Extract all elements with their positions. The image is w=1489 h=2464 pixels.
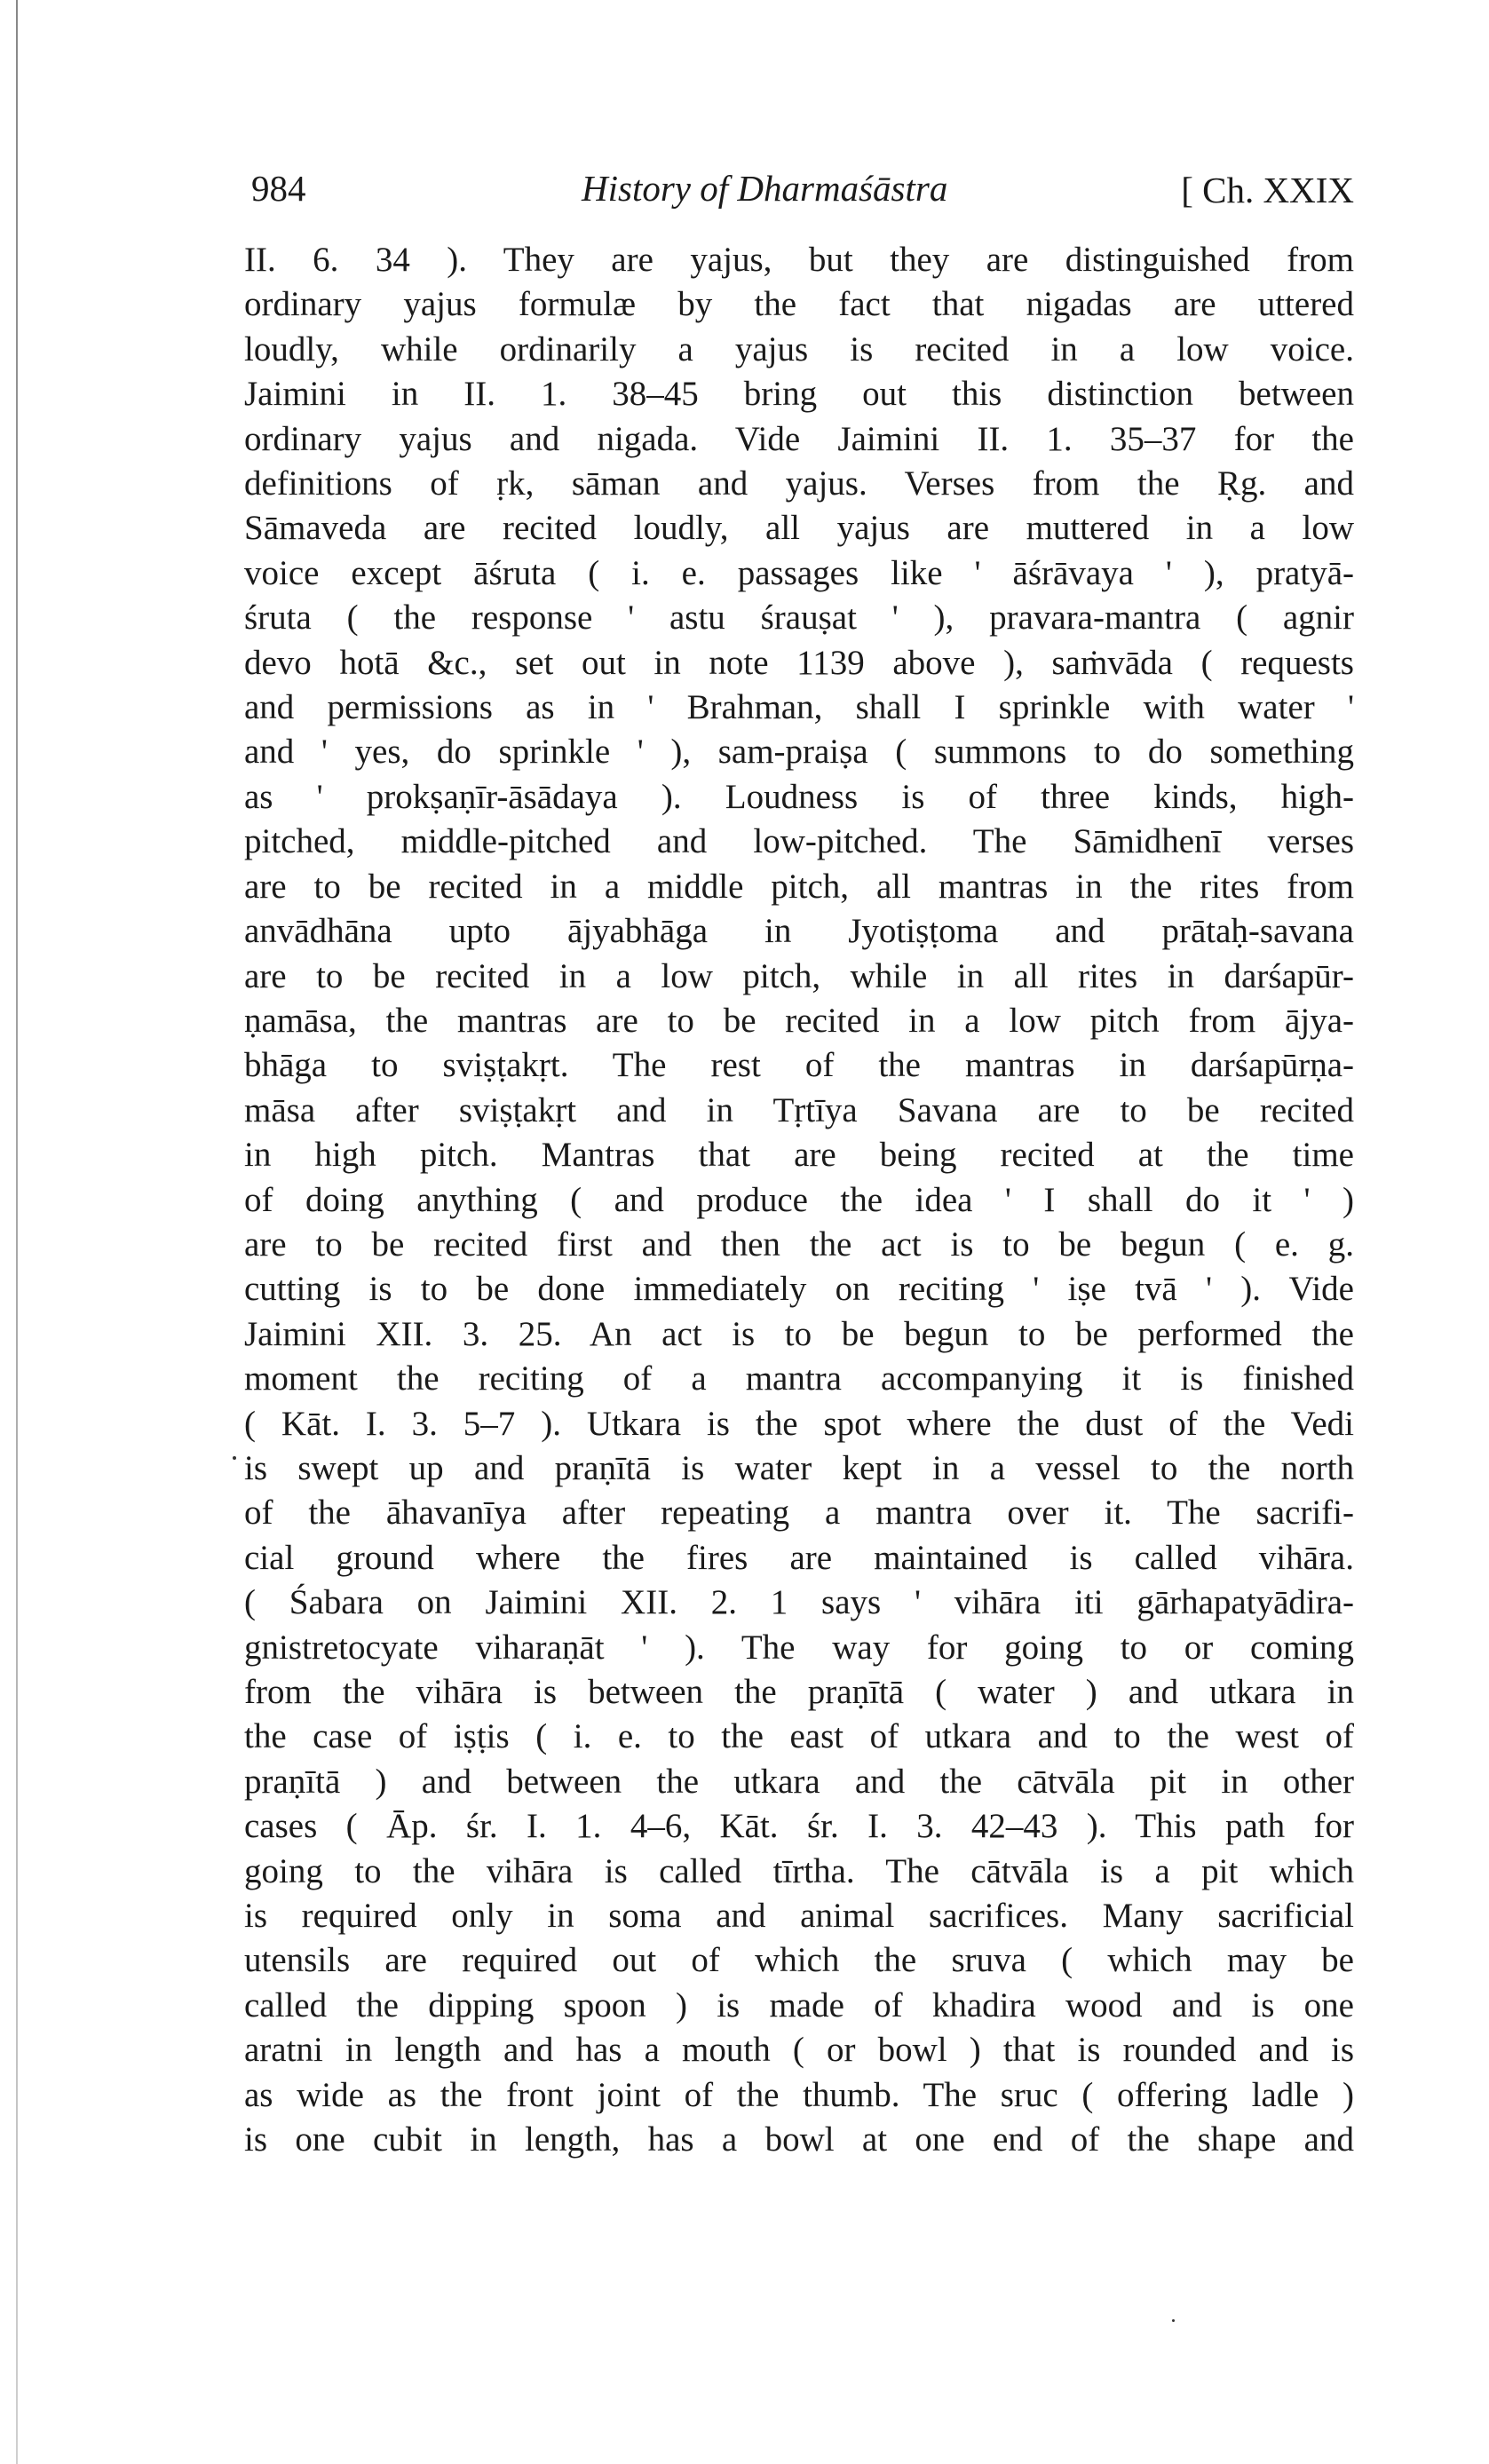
body-paragraph bbox=[244, 238, 1354, 2162]
text-line: called the dipping spoon ) is made of khadira wood and is one bbox=[244, 1985, 1354, 2024]
text-line: are to be recited first and then the act is to be begun ( e. g. bbox=[244, 1224, 1354, 1264]
text-line: bhāga to sviṣṭakṛt. The rest of the mantras in darśapūrṇa- bbox=[244, 1046, 1354, 1085]
text-line: ordinary yajus formulæ by the fact that nigadas are uttered bbox=[244, 285, 1354, 324]
text-line: definitions of ṛk, sāman and yajus. Verses from the Ṛg. and bbox=[244, 464, 1354, 503]
text-line: as wide as the front joint of the thumb. The sruc ( offering ladle ) bbox=[244, 2075, 1354, 2114]
text-line: pitched, middle-pitched and low-pitched. The Sāmidhenī verses bbox=[244, 822, 1354, 861]
page-number: 984 bbox=[251, 168, 306, 209]
text-line: cial ground where the fires are maintained is called vihāra. bbox=[244, 1538, 1354, 1577]
text-line: is required only in soma and animal sacrifices. Many sacrificial bbox=[244, 1897, 1354, 1936]
text-line: Jaimini in II. 1. 38–45 bring out this distinction between bbox=[244, 375, 1354, 414]
running-title: History of Dharmaśāstra bbox=[582, 168, 948, 209]
text-line: is swept up and praṇītā is water kept in a vessel to the north bbox=[244, 1448, 1354, 1487]
text-line: going to the vihāra is called tīrtha. The cātvāla is a pit which bbox=[244, 1851, 1354, 1890]
text-line: ordinary yajus and nigada. Vide Jaimini II. 1. 35–37 for the bbox=[244, 419, 1354, 458]
text-line: as ' prokṣaṇīr-āsādaya ). Loudness is of three kinds, high- bbox=[244, 777, 1354, 816]
text-line: Jaimini XII. 3. 25. An act is to be begun to be performed the bbox=[244, 1314, 1354, 1353]
text-line: cutting is to be done immediately on reciting ' iṣe tvā ' ). Vide bbox=[244, 1270, 1354, 1309]
text-line: and ' yes, do sprinkle ' ), sam-praiṣa ( summons to do something bbox=[244, 733, 1354, 772]
chapter-reference: [ Ch. XXIX bbox=[1181, 170, 1354, 210]
text-line: gnistretocyate viharaṇāt ' ). The way for going to or coming bbox=[244, 1628, 1354, 1667]
scan-speck bbox=[233, 1456, 236, 1460]
text-line: Sāmaveda are recited loudly, all yajus are muttered in a low bbox=[244, 509, 1354, 548]
text-line: śruta ( the response ' astu śrauṣat ' ), pravara-mantra ( agnir bbox=[244, 598, 1354, 638]
text-line: the case of iṣṭis ( i. e. to the east of utkara and to the west of bbox=[244, 1717, 1354, 1756]
text-line: praṇītā ) and between the utkara and the cātvāla pit in other bbox=[244, 1762, 1354, 1801]
text-line: ṇamāsa, the mantras are to be recited in a low pitch from ājya- bbox=[244, 1001, 1354, 1040]
text-line: of the āhavanīya after repeating a mantra over it. The sacrifi- bbox=[244, 1493, 1354, 1533]
text-line: aratni in length and has a mouth ( or bowl ) that is rounded and is bbox=[244, 2031, 1354, 2070]
text-line: of doing anything ( and produce the idea ' I shall do it ' ) bbox=[244, 1180, 1354, 1219]
text-line: cases ( Āp. śr. I. 1. 4–6, Kāt. śr. I. 3. 42–43 ). This path for bbox=[244, 1807, 1354, 1846]
text-line: ( Śabara on Jaimini XII. 2. 1 says ' vihāra iti gārhapatyādira- bbox=[244, 1583, 1354, 1622]
text-line: ( Kāt. I. 3. 5–7 ). Utkara is the spot where the dust of the Vedi bbox=[244, 1404, 1354, 1443]
text-line: māsa after sviṣṭakṛt and in Tṛtīya Savana are to be recited bbox=[244, 1090, 1354, 1129]
text-line: anvādhāna upto ājyabhāga in Jyotiṣṭoma and prātaḥ-savana bbox=[244, 912, 1354, 951]
page-header bbox=[244, 158, 1354, 220]
text-line: devo hotā &c., set out in note 1139 above ), saṁvāda ( requests bbox=[244, 643, 1354, 682]
scan-border-line bbox=[16, 0, 18, 2464]
text-line: moment the reciting of a mantra accompanying it is finished bbox=[244, 1359, 1354, 1398]
book-page bbox=[244, 158, 1354, 2162]
text-line: is one cubit in length, has a bowl at one end of the shape and bbox=[244, 2120, 1354, 2159]
text-line: voice except āśruta ( i. e. passages like ' āśrāvaya ' ), pratyā- bbox=[244, 553, 1354, 592]
scan-speck bbox=[1172, 2319, 1175, 2322]
text-line: II. 6. 34 ). They are yajus, but they are distinguished from bbox=[244, 241, 1354, 279]
text-line: are to be recited in a low pitch, while in all rites in darśapūr- bbox=[244, 956, 1354, 995]
text-line: loudly, while ordinarily a yajus is recited in a low voice. bbox=[244, 329, 1354, 368]
text-line: from the vihāra is between the praṇītā ( water ) and utkara in bbox=[244, 1673, 1354, 1711]
text-line: and permissions as in ' Brahman, shall I sprinkle with water ' bbox=[244, 688, 1354, 727]
text-line: in high pitch. Mantras that are being recited at the time bbox=[244, 1136, 1354, 1175]
text-line: are to be recited in a middle pitch, all mantras in the rites from bbox=[244, 867, 1354, 906]
text-line: utensils are required out of which the sruva ( which may be bbox=[244, 1941, 1354, 1980]
